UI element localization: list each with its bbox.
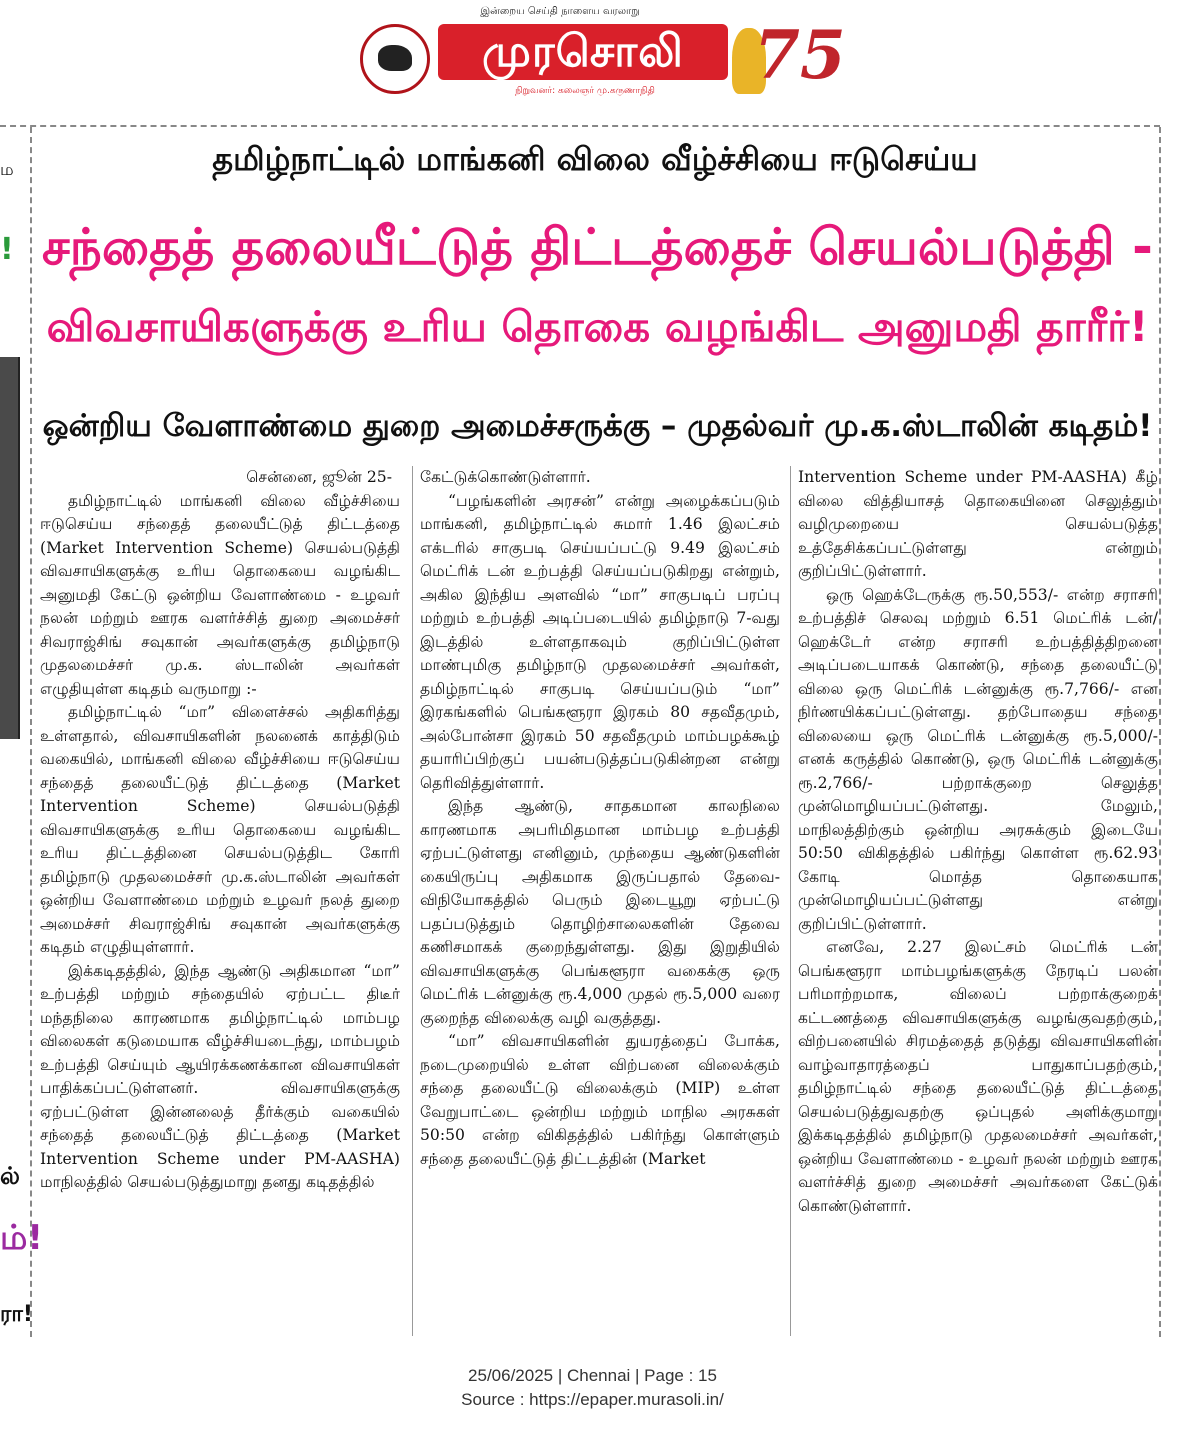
- column-rule: [790, 466, 791, 1336]
- article-kicker: தமிழ்நாட்டில் மாங்கனி விலை வீழ்ச்சியை ஈடுசெய்ய: [212, 140, 978, 178]
- anniversary-number: 75: [754, 16, 846, 94]
- footer-source-link[interactable]: Source : https://epaper.murasoli.in/: [461, 1390, 724, 1409]
- headline-line-2: விவசாயிகளுக்கு உரிய தொகை வழங்கிட அனுமதி தாரீர்!: [46, 302, 1149, 351]
- edge-fragment: ம: [0, 160, 14, 180]
- article-column-2: [420, 466, 780, 1346]
- paragraph: தமிழ்நாட்டில் “மா” விளைச்சல் அதிகரித்து உள்ளதால், விவசாயிகளின் நலனைக் காத்திடும் வகையில், மாங்கனி விலை வீழ்ச்சியை ஈடுசெய்ய சந்தைத் தலையீட்டுத் திட்டத்தை (Market Intervention Scheme) செயல்படுத்தி விவசாயிகளுக்கு உரிய தொகையை வழங்கிட உரிய திட்டத்தினை செயல்படுத்திட கோரி தமிழ்நாடு முதலமைச்சர் மு.க.ஸ்டாலின் அவர்கள் ஒன்றிய வேளாண்மை மற்றும் உழவர் நலத் துறை அமைச்சர் சிவராஜ்சிங் சவுகான் அவர்களுக்கு கடிதம் எழுதியுள்ளார்.: [40, 703, 400, 956]
- masthead-tagline: இன்றைய செய்தி நாளைய வரலாறு: [480, 6, 640, 17]
- edge-fragment: ரா!: [0, 1302, 33, 1327]
- article-subheadline: ஒன்றிய வேளாண்மை துறை அமைச்சருக்கு – முதல்வர் மு.க.ஸ்டாலின் கடிதம்!: [42, 408, 1153, 444]
- edge-photo: [0, 357, 20, 739]
- newspaper-logo: முரசொலி: [438, 24, 728, 80]
- column-rule: [412, 466, 413, 1336]
- right-column-divider: [1159, 127, 1161, 1337]
- paragraph: கேட்டுக்கொண்டுள்ளார்.: [420, 468, 591, 486]
- page-footer: [0, 1364, 1185, 1412]
- article-column-1: [40, 466, 400, 1346]
- paragraph: இக்கடிதத்தில், இந்த ஆண்டு அதிகமான “மா” உற்பத்தி மற்றும் சந்தையில் ஏற்பட்ட திடீர் மந்தநிலை காரணமாக தமிழ்நாட்டில் மாம்பழ விலைகள் கடுமையாக வீழ்ச்சியடைந்து, மாம்பழம் உற்பத்தி செய்யும் ஆயிரக்கணக்கான விவசாயிகள் பாதிக்கப்பட்டுள்ளனர். விவசாயிகளுக்கு ஏற்பட்டுள்ள இன்னலைத் தீர்க்கும் வகையில் சந்தைத் தலையீட்டுத் திட்டத்தை (Market Intervention Scheme under PM-AASHA) மாநிலத்தில் செயல்படுத்துமாறு தனது கடிதத்தில்: [40, 961, 400, 1191]
- top-divider: [0, 125, 1160, 127]
- paragraph: ஒரு ஹெக்டேருக்கு ரூ.50,553/- என்ற சராசரி உற்பத்திச் செலவு மற்றும் 6.51 மெட்ரிக் டன்/ஹெக்டேர் என்ற சராசரி உற்பத்தித்திறனை அடிப்படையாகக் கொண்டு, சந்தை தலையீட்டு விலை ஒரு மெட்ரிக் டன்னுக்கு ரூ.7,766/- என நிர்ணயிக்கப்பட்டுள்ளது. தற்போதைய சந்தை விலையை ஒரு மெட்ரிக் டன்னுக்கு ரூ.5,000/- எனக் கருத்தில் கொண்டு, ஒரு மெட்ரிக் டன்னுக்கு ரூ.2,766/- பற்றாக்குறை செலுத்த முன்மொழியப்பட்டுள்ளது. மேலும், மாநிலத்திற்கும் ஒன்றிய அரசுக்கும் இடையே 50:50 விகிதத்தில் பகிர்ந்து கொள்ள ரூ.62.93 கோடி மொத்த தொகையாக முன்மொழியப்பட்டுள்ளது என்று குறிப்பிட்டுள்ளார்.: [798, 585, 1158, 933]
- logo-founder-line: நிறுவனர்: கலைஞர் மு.கருணாநிதி: [515, 86, 655, 96]
- paragraph: இந்த ஆண்டு, சாதகமான காலநிலை காரணமாக அபரிமிதமான மாம்பழ உற்பத்தி ஏற்பட்டுள்ளது எனினும், முந்தைய ஆண்டுகளின் கையிருப்பு அதிகமாக இருப்பதால் தேவை-விநியோகத்தில் பெரும் இடையூறு ஏற்பட்டு பதப்படுத்தும் தொழிற்சாலைகளின் தேவை கணிசமாகக் குறைந்துள்ளது. இது இறுதியில் விவசாயிகளுக்கு பெங்களூரா வகைக்கு ஒரு மெட்ரிக் டன்னுக்கு ரூ.4,000 முதல் ரூ.5,000 வரை குறைந்த விலைக்கு வழி வகுத்தது.: [420, 797, 780, 1027]
- party-seal-icon: [360, 24, 430, 94]
- article-column-3: [798, 466, 1158, 1346]
- footer-date-line: 25/06/2025 | Chennai | Page : 15: [468, 1366, 717, 1385]
- paragraph: Intervention Scheme under PM-AASHA) கீழ் விலை வித்தியாசத் தொகையினை செலுத்தும் வழிமுறையை செயல்படுத்த உத்தேசிக்கப்பட்டுள்ளது என்றும் குறிப்பிட்டுள்ளார்.: [798, 468, 1158, 580]
- edge-fragment: !: [0, 232, 14, 267]
- edge-fragment: ல்: [0, 1162, 20, 1190]
- left-column-divider: [30, 127, 32, 1337]
- masthead: [360, 6, 846, 101]
- headline-line-1: சந்தைத் தலையீட்டுத் திட்டத்தைச் செயல்படுத்தி -: [42, 218, 1153, 276]
- edge-fragment: ம்!: [0, 1218, 43, 1258]
- paragraph: “மா” விவசாயிகளின் துயரத்தைப் போக்க, நடைமுறையில் உள்ள விற்பனை விலைக்கும் சந்தை தலையீட்டு விலைக்கும் (MIP) உள்ள வேறுபாட்டை ஒன்றிய மற்றும் மாநில அரசுகள் 50:50 என்ற விகிதத்தில் பகிர்ந்து கொள்ளும் சந்தை தலையீட்டுத் திட்டத்தின் (Market: [420, 1032, 780, 1168]
- paragraph: தமிழ்நாட்டில் மாங்கனி விலை வீழ்ச்சியை ஈடுசெய்ய சந்தைத் தலையீட்டுத் திட்டத்தை (Market Intervention Scheme) செயல்படுத்தி விவசாயிகளுக்கு உரிய தொகையை வழங்கிட அனுமதி கேட்டு ஒன்றிய வேளாண்மை - உழவர் நலன் மற்றும் ஊரக வளர்ச்சித் துறை அமைச்சர் சிவராஜ்சிங் சவுகான் அவர்களுக்கு தமிழ்நாடு முதலமைச்சர் மு.க. ஸ்டாலின் அவர்கள் எழுதியுள்ள கடிதம் வருமாறு :-: [40, 491, 400, 698]
- paragraph: எனவே, 2.27 இலட்சம் மெட்ரிக் டன் பெங்களூரா மாம்பழங்களுக்கு நேரடிப் பலன் பரிமாற்றமாக, விலைப் பற்றாக்குறைக் கட்டணத்தை விவசாயிகளுக்கு வழங்குவதற்கும், விற்பனையில் சிரமத்தைத் தடுத்து விவசாயிகளின் வாழ்வாதாரத்தைப் பாதுகாப்பதற்கும், தமிழ்நாட்டில் சந்தை தலையீட்டுத் திட்டத்தை செயல்படுத்துவதற்கு ஒப்புதல் அளிக்குமாறு இக்கடிதத்தில் தமிழ்நாடு முதலமைச்சர் அவர்கள், ஒன்றிய வேளாண்மை - உழவர் நலன் மற்றும் ஊரக வளர்ச்சித் துறை அமைச்சர் அவர்களை கேட்டுக் கொண்டுள்ளார்.: [798, 938, 1158, 1215]
- dateline: சென்னை, ஜூன் 25-: [246, 468, 392, 486]
- paragraph: “பழங்களின் அரசன்” என்று அழைக்கப்படும் மாங்கனி, தமிழ்நாட்டில் சுமார் 1.46 இலட்சம் எக்டரில் சாகுபடி செய்யப்பட்டு 9.49 இலட்சம் மெட்ரிக் டன் உற்பத்தி செய்யப்படுகிறது என்றும், அகில இந்திய அளவில் “மா” சாகுபடிப் பரப்பு மற்றும் உற்பத்தி அடிப்படையில் தமிழ்நாடு 7-வது இடத்தில் உள்ளதாகவும் குறிப்பிட்டுள்ள மாண்புமிகு தமிழ்நாடு முதலமைச்சர் அவர்கள், தமிழ்நாட்டில் சாகுபடி செய்யப்படும் “மா” இரகங்களில் பெங்களூரா இரகம் 80 சதவீதமும், அல்போன்சா இரகம் 50 சதவீதமும் மாம்பழக்கூழ் தயாரிப்பிற்குப் பயன்படுத்தப்படுகின்றன என்று தெரிவித்துள்ளார்.: [420, 491, 780, 792]
- anniversary-emblem: [732, 16, 846, 98]
